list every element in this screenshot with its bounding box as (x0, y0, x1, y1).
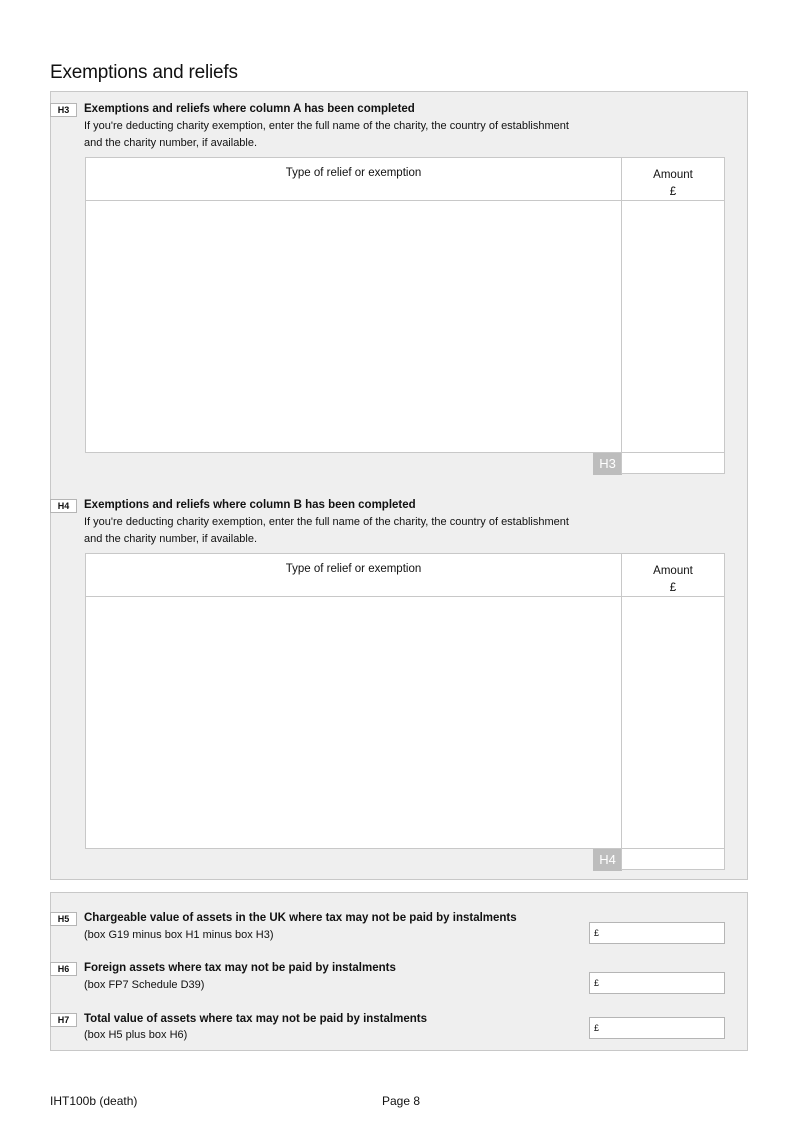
h3-total-input[interactable] (621, 452, 725, 474)
h4-col-amount-label: Amount (653, 565, 693, 577)
h3-title: Exemptions and reliefs where column A has been completed (84, 103, 415, 115)
h7-box-tag: H7 (50, 1013, 77, 1027)
h7-sub: (box H5 plus box H6) (84, 1029, 188, 1041)
h6-amount-input[interactable] (589, 972, 725, 994)
h7-amount-input[interactable] (589, 1017, 725, 1039)
h4-relief-amount-input[interactable] (622, 597, 724, 848)
h4-relief-table (85, 553, 725, 849)
h4-relief-type-input[interactable] (86, 597, 622, 848)
h7-currency: £ (594, 1023, 600, 1033)
h3-col-type-header: Type of relief or exemption (86, 158, 622, 201)
h4-total-input[interactable] (621, 848, 725, 870)
h4-col-amount-unit: £ (669, 582, 677, 594)
h3-relief-table (85, 157, 725, 453)
h4-desc-line2: and the charity number, if available. (84, 533, 258, 545)
footer-form-name: IHT100b (death) (50, 1094, 138, 1108)
h5-sub: (box G19 minus box H1 minus box H3) (84, 929, 274, 941)
h5-box-tag: H5 (50, 912, 77, 926)
section-title: Exemptions and reliefs (50, 62, 238, 83)
h3-desc-line1: If you're deducting charity exemption, enter the full name of the charity, the country of establishment (84, 120, 569, 132)
h3-col-amount-header (622, 158, 724, 201)
h4-total-tag: H4 (593, 849, 622, 871)
h3-box-tag: H3 (50, 103, 77, 117)
h3-col-amount-label: Amount (653, 169, 693, 181)
h5-currency: £ (594, 928, 600, 938)
footer-page-number: Page 8 (382, 1094, 421, 1108)
h4-col-amount-header (622, 554, 724, 597)
h5-title: Chargeable value of assets in the UK where tax may not be paid by instalments (84, 912, 517, 924)
h3-relief-type-input[interactable] (86, 201, 622, 452)
h4-box-tag: H4 (50, 499, 77, 513)
h7-title: Total value of assets where tax may not be paid by instalments (84, 1013, 427, 1025)
h4-desc-line1: If you're deducting charity exemption, enter the full name of the charity, the country of establishment (84, 516, 569, 528)
h4-col-type-header: Type of relief or exemption (86, 554, 622, 597)
h4-title: Exemptions and reliefs where column B has been completed (84, 499, 416, 511)
h3-col-amount-unit: £ (669, 186, 677, 198)
h3-desc-line2: and the charity number, if available. (84, 137, 258, 149)
h3-relief-amount-input[interactable] (622, 201, 724, 452)
h6-sub: (box FP7 Schedule D39) (84, 979, 205, 991)
h6-box-tag: H6 (50, 962, 77, 976)
h6-currency: £ (594, 978, 600, 988)
h3-total-tag: H3 (593, 453, 622, 475)
h6-title: Foreign assets where tax may not be paid by instalments (84, 962, 396, 974)
h5-amount-input[interactable] (589, 922, 725, 944)
